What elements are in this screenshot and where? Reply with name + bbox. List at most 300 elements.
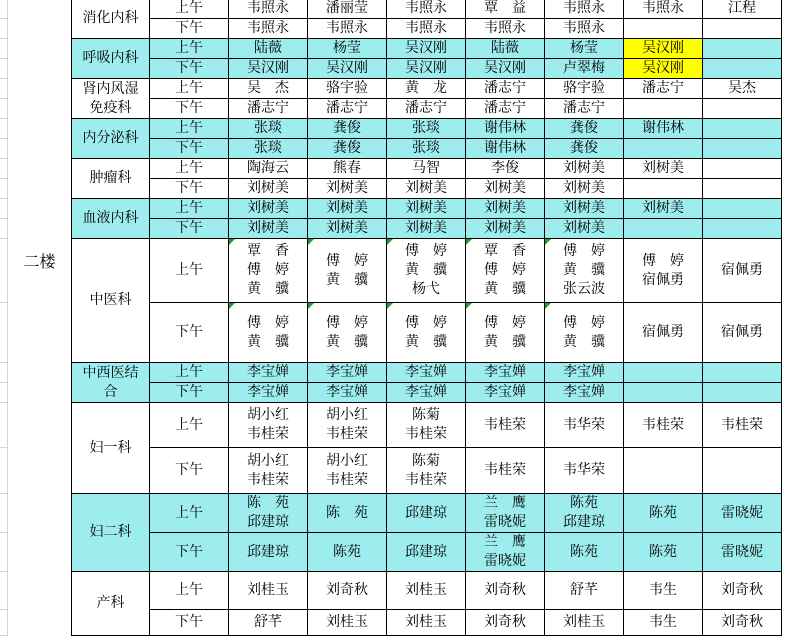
doctor-name: 吴汉刚 — [326, 60, 368, 76]
session-label: 下午 — [175, 384, 203, 400]
schedule-cell[interactable] — [387, 494, 466, 533]
doctor-name: 刘奇秋 — [484, 614, 526, 630]
schedule-cell[interactable] — [229, 494, 308, 533]
schedule-cell[interactable] — [624, 119, 703, 139]
schedule-cell[interactable] — [387, 0, 466, 19]
schedule-cell[interactable] — [624, 19, 703, 39]
schedule-cell[interactable] — [466, 79, 545, 99]
schedule-cell[interactable] — [229, 533, 308, 572]
doctor-name: 黄 骥 — [247, 333, 289, 350]
schedule-cell[interactable] — [229, 159, 308, 179]
session-cell[interactable] — [150, 99, 229, 119]
doctor-name: 韦桂荣 — [326, 426, 368, 442]
schedule-cell[interactable] — [703, 179, 782, 199]
schedule-cell[interactable] — [703, 448, 782, 494]
schedule-cell[interactable] — [703, 610, 782, 636]
session-cell[interactable] — [150, 494, 229, 533]
doctor-name: 刘树美 — [405, 200, 447, 216]
schedule-cell[interactable] — [387, 139, 466, 159]
schedule-cell[interactable] — [624, 219, 703, 239]
schedule-cell[interactable] — [545, 39, 624, 59]
schedule-cell[interactable] — [703, 19, 782, 39]
doctor-name: 龚俊 — [333, 120, 361, 136]
doctor-name: 胡小红 — [326, 452, 368, 469]
session-cell[interactable] — [150, 139, 229, 159]
schedule-cell[interactable] — [545, 19, 624, 39]
schedule-cell[interactable] — [466, 533, 545, 572]
department-name: 肾内风湿 — [82, 80, 139, 97]
schedule-cell[interactable] — [308, 119, 387, 139]
schedule-cell[interactable] — [387, 59, 466, 79]
schedule-cell[interactable] — [624, 199, 703, 219]
schedule-cell[interactable] — [229, 0, 308, 19]
row-gutter-cell[interactable] — [0, 383, 8, 403]
schedule-cell[interactable] — [545, 139, 624, 159]
row-gutter-cell[interactable] — [0, 39, 8, 59]
department-name: 合 — [103, 383, 118, 400]
doctor-name: 吴 杰 — [247, 80, 289, 96]
doctor-name: 李俊 — [491, 160, 519, 176]
doctor-name: 吴汉刚 — [247, 60, 289, 76]
schedule-cell[interactable] — [466, 219, 545, 239]
doctor-name: 龚俊 — [333, 140, 361, 156]
session-cell[interactable] — [150, 59, 229, 79]
doctor-name: 李宝婵 — [405, 364, 447, 380]
schedule-cell[interactable] — [387, 79, 466, 99]
schedule-cell[interactable] — [308, 199, 387, 219]
schedule-cell[interactable] — [545, 403, 624, 448]
doctor-name: 韦生 — [649, 614, 677, 630]
doctor-name: 刘奇秋 — [721, 614, 763, 630]
schedule-cell[interactable] — [545, 303, 624, 363]
row-gutter-cell[interactable] — [0, 610, 8, 636]
doctor-name: 胡小红 — [247, 452, 289, 469]
schedule-cell[interactable] — [387, 159, 466, 179]
row-gutter-cell[interactable] — [0, 59, 8, 79]
row-gutter-cell[interactable] — [0, 303, 8, 363]
session-cell[interactable] — [150, 119, 229, 139]
doctor-name: 黄 骥 — [405, 333, 447, 350]
row-gutter-cell[interactable] — [0, 139, 8, 159]
doctor-name: 刘奇秋 — [721, 582, 763, 598]
schedule-cell[interactable] — [624, 533, 703, 572]
doctor-name: 邱建琼 — [405, 543, 447, 560]
schedule-cell[interactable] — [308, 0, 387, 19]
schedule-cell[interactable] — [703, 159, 782, 179]
schedule-cell[interactable] — [229, 99, 308, 119]
row-gutter-cell[interactable] — [0, 363, 8, 383]
doctor-name: 陆薇 — [491, 40, 519, 56]
doctor-name: 傅 婷 — [326, 252, 368, 269]
schedule-cell[interactable] — [545, 572, 624, 610]
schedule-cell[interactable] — [624, 59, 703, 79]
doctor-name: 宿佩勇 — [721, 324, 763, 340]
session-cell[interactable] — [150, 199, 229, 219]
row-gutter-cell[interactable] — [0, 572, 8, 610]
doctor-name: 傅 婷 — [405, 314, 447, 331]
schedule-cell[interactable] — [545, 494, 624, 533]
schedule-cell[interactable] — [308, 219, 387, 239]
schedule-cell[interactable] — [229, 239, 308, 303]
session-cell[interactable] — [150, 383, 229, 403]
schedule-cell[interactable] — [308, 363, 387, 383]
department-cell[interactable] — [72, 403, 150, 494]
session-cell[interactable] — [150, 363, 229, 383]
schedule-cell[interactable] — [466, 363, 545, 383]
schedule-cell[interactable] — [545, 119, 624, 139]
schedule-cell[interactable] — [703, 494, 782, 533]
department-name: 呼吸内科 — [82, 50, 139, 66]
session-cell[interactable] — [150, 219, 229, 239]
schedule-cell[interactable] — [466, 383, 545, 403]
department-cell[interactable] — [72, 363, 150, 403]
schedule-cell[interactable] — [703, 303, 782, 363]
department-name: 中医科 — [89, 292, 132, 308]
doctor-name: 熊春 — [333, 160, 361, 176]
schedule-cell[interactable] — [624, 159, 703, 179]
schedule-cell[interactable] — [387, 179, 466, 199]
schedule-cell[interactable] — [229, 79, 308, 99]
schedule-cell[interactable] — [387, 303, 466, 363]
session-cell[interactable] — [150, 159, 229, 179]
schedule-cell[interactable] — [466, 179, 545, 199]
department-name: 血液内科 — [82, 210, 139, 226]
doctor-name: 刘树美 — [247, 180, 289, 196]
doctor-name: 潘志宁 — [484, 80, 526, 96]
row-gutter-cell[interactable] — [0, 79, 8, 99]
schedule-cell[interactable] — [703, 239, 782, 303]
schedule-cell[interactable] — [624, 494, 703, 533]
doctor-name: 傅 婷 — [484, 262, 526, 278]
schedule-cell[interactable] — [229, 59, 308, 79]
schedule-cell[interactable] — [545, 79, 624, 99]
doctor-name: 陈 苑 — [247, 495, 289, 511]
schedule-cell[interactable] — [308, 610, 387, 636]
session-label: 下午 — [175, 140, 203, 156]
schedule-cell[interactable] — [624, 572, 703, 610]
doctor-name: 刘树美 — [326, 220, 368, 236]
schedule-cell[interactable] — [229, 403, 308, 448]
floor-cell[interactable] — [8, 0, 72, 636]
row-gutter-cell[interactable] — [0, 119, 8, 139]
department-name: 免疫科 — [89, 99, 132, 116]
row-gutter-cell[interactable] — [0, 19, 8, 39]
row-gutter-cell[interactable] — [0, 159, 8, 179]
schedule-cell[interactable] — [703, 199, 782, 219]
error-indicator-icon — [229, 239, 235, 245]
schedule-cell[interactable] — [466, 239, 545, 303]
schedule-cell[interactable] — [466, 303, 545, 363]
schedule-cell[interactable] — [545, 363, 624, 383]
department-name: 肿瘤科 — [89, 170, 132, 186]
schedule-cell[interactable] — [624, 179, 703, 199]
schedule-cell[interactable] — [703, 59, 782, 79]
doctor-name: 韦桂荣 — [326, 471, 368, 488]
department-cell[interactable] — [72, 79, 150, 119]
session-cell[interactable] — [150, 19, 229, 39]
schedule-cell[interactable] — [308, 533, 387, 572]
session-cell[interactable] — [150, 448, 229, 494]
schedule-cell[interactable] — [229, 139, 308, 159]
schedule-cell[interactable] — [387, 403, 466, 448]
schedule-cell[interactable] — [703, 139, 782, 159]
schedule-cell[interactable] — [387, 383, 466, 403]
doctor-name: 刘奇秋 — [484, 582, 526, 598]
doctor-name: 傅 婷 — [563, 243, 605, 259]
department-name: 消化内科 — [82, 10, 139, 26]
schedule-cell[interactable] — [624, 610, 703, 636]
doctor-name: 李宝婵 — [484, 384, 526, 400]
schedule-cell[interactable] — [624, 239, 703, 303]
session-cell[interactable] — [150, 533, 229, 572]
schedule-cell[interactable] — [308, 159, 387, 179]
schedule-cell[interactable] — [387, 363, 466, 383]
doctor-name: 陈苑 — [570, 543, 598, 560]
doctor-name: 傅 婷 — [326, 314, 368, 331]
schedule-cell[interactable] — [387, 99, 466, 119]
schedule-cell[interactable] — [308, 403, 387, 448]
schedule-cell[interactable] — [466, 59, 545, 79]
schedule-cell[interactable] — [703, 533, 782, 572]
schedule-cell[interactable] — [624, 303, 703, 363]
schedule-cell[interactable] — [308, 39, 387, 59]
schedule-cell[interactable] — [308, 383, 387, 403]
schedule-cell[interactable] — [466, 39, 545, 59]
doctor-name: 韦桂荣 — [247, 471, 289, 488]
schedule-cell[interactable] — [308, 448, 387, 494]
schedule-cell[interactable] — [703, 79, 782, 99]
schedule-cell[interactable] — [703, 572, 782, 610]
schedule-cell[interactable] — [387, 448, 466, 494]
row-gutter-cell[interactable] — [0, 199, 8, 219]
schedule-cell[interactable] — [545, 239, 624, 303]
department-name: 妇二科 — [89, 524, 132, 540]
schedule-cell[interactable] — [387, 119, 466, 139]
department-cell[interactable] — [72, 494, 150, 572]
schedule-cell[interactable] — [466, 199, 545, 219]
department-cell[interactable] — [72, 0, 150, 39]
schedule-cell[interactable] — [308, 572, 387, 610]
row-gutter-cell[interactable] — [0, 533, 8, 572]
schedule-cell[interactable] — [703, 403, 782, 448]
doctor-name: 潘志宁 — [563, 100, 605, 116]
schedule-cell[interactable] — [703, 383, 782, 403]
schedule-cell[interactable] — [308, 303, 387, 363]
schedule-cell[interactable] — [545, 533, 624, 572]
doctor-name: 刘树美 — [405, 180, 447, 196]
schedule-cell[interactable] — [624, 383, 703, 403]
schedule-cell[interactable] — [545, 179, 624, 199]
session-cell[interactable] — [150, 572, 229, 610]
row-gutter-cell[interactable] — [0, 219, 8, 239]
schedule-cell[interactable] — [624, 99, 703, 119]
session-label: 下午 — [175, 543, 203, 560]
schedule-cell[interactable] — [545, 610, 624, 636]
schedule-cell[interactable] — [387, 199, 466, 219]
session-label: 下午 — [175, 60, 203, 76]
schedule-cell[interactable] — [229, 383, 308, 403]
schedule-cell[interactable] — [545, 383, 624, 403]
schedule-cell[interactable] — [703, 39, 782, 59]
department-cell[interactable] — [72, 159, 150, 199]
doctor-name: 吴汉刚 — [405, 60, 447, 76]
session-cell[interactable] — [150, 303, 229, 363]
schedule-cell[interactable] — [703, 99, 782, 119]
doctor-name: 刘树美 — [642, 160, 684, 176]
doctor-name: 傅 婷 — [247, 314, 289, 331]
schedule-cell[interactable] — [466, 572, 545, 610]
schedule-cell[interactable] — [229, 303, 308, 363]
schedule-cell[interactable] — [466, 99, 545, 119]
schedule-cell[interactable] — [545, 448, 624, 494]
doctor-name: 李宝婵 — [405, 384, 447, 400]
schedule-cell[interactable] — [703, 219, 782, 239]
schedule-cell[interactable] — [387, 610, 466, 636]
doctor-name: 兰 鹰 — [484, 534, 526, 550]
schedule-cell[interactable] — [387, 219, 466, 239]
schedule-cell[interactable] — [703, 119, 782, 139]
session-cell[interactable] — [150, 239, 229, 303]
doctor-name: 邱建琼 — [247, 514, 289, 530]
doctor-name: 傅 婷 — [563, 314, 605, 331]
schedule-cell[interactable] — [229, 199, 308, 219]
schedule-cell[interactable] — [229, 19, 308, 39]
doctor-name: 宿佩勇 — [642, 271, 684, 288]
doctor-name: 刘树美 — [642, 200, 684, 216]
schedule-cell[interactable] — [545, 0, 624, 19]
schedule-cell[interactable] — [308, 239, 387, 303]
doctor-name: 吴汉刚 — [642, 60, 684, 76]
session-cell[interactable] — [150, 79, 229, 99]
schedule-cell[interactable] — [308, 19, 387, 39]
schedule-cell[interactable] — [308, 79, 387, 99]
department-cell[interactable] — [72, 199, 150, 239]
schedule-cell[interactable] — [624, 139, 703, 159]
doctor-name: 李宝婵 — [326, 384, 368, 400]
schedule-cell[interactable] — [545, 199, 624, 219]
schedule-cell[interactable] — [229, 363, 308, 383]
doctor-name: 马智 — [412, 160, 440, 176]
session-cell[interactable] — [150, 179, 229, 199]
schedule-cell[interactable] — [387, 239, 466, 303]
doctor-name: 韦照永 — [484, 20, 526, 36]
schedule-cell[interactable] — [624, 448, 703, 494]
doctor-name: 韦照永 — [405, 20, 447, 36]
schedule-cell[interactable] — [229, 610, 308, 636]
schedule-cell[interactable] — [545, 219, 624, 239]
department-cell[interactable] — [72, 119, 150, 159]
doctor-name: 雷晓妮 — [721, 543, 763, 560]
schedule-cell[interactable] — [466, 403, 545, 448]
schedule-cell[interactable] — [466, 494, 545, 533]
schedule-cell[interactable] — [308, 179, 387, 199]
schedule-cell[interactable] — [703, 0, 782, 19]
doctor-name: 骆宇验 — [326, 80, 368, 96]
session-label: 下午 — [175, 614, 203, 630]
schedule-cell[interactable] — [545, 99, 624, 119]
schedule-cell[interactable] — [308, 494, 387, 533]
row-gutter-cell[interactable] — [0, 403, 8, 448]
schedule-cell[interactable] — [229, 448, 308, 494]
schedule-cell[interactable] — [545, 59, 624, 79]
doctor-name: 杨弋 — [412, 281, 440, 297]
schedule-cell[interactable] — [229, 119, 308, 139]
department-cell[interactable] — [72, 572, 150, 636]
doctor-name: 韦照永 — [326, 20, 368, 36]
doctor-name: 陈菊 — [412, 452, 440, 469]
schedule-cell[interactable] — [624, 403, 703, 448]
schedule-cell[interactable] — [229, 179, 308, 199]
schedule-cell[interactable] — [466, 159, 545, 179]
error-indicator-icon — [229, 303, 235, 309]
department-cell[interactable] — [72, 39, 150, 79]
schedule-cell[interactable] — [466, 0, 545, 19]
schedule-cell[interactable] — [466, 139, 545, 159]
doctor-name: 韦桂荣 — [405, 426, 447, 442]
row-gutter-cell[interactable] — [0, 179, 8, 199]
doctor-name: 潘志宁 — [484, 100, 526, 116]
doctor-name: 江程 — [728, 0, 756, 16]
schedule-cell[interactable] — [624, 363, 703, 383]
session-cell[interactable] — [150, 403, 229, 448]
schedule-cell[interactable] — [545, 159, 624, 179]
row-gutter-cell[interactable] — [0, 448, 8, 494]
session-cell[interactable] — [150, 0, 229, 19]
schedule-cell[interactable] — [466, 448, 545, 494]
schedule-cell[interactable] — [229, 39, 308, 59]
session-label: 上午 — [175, 80, 203, 96]
doctor-name: 杨莹 — [333, 40, 361, 56]
schedule-cell[interactable] — [624, 0, 703, 19]
row-gutter-cell[interactable] — [0, 494, 8, 533]
schedule-cell[interactable] — [229, 572, 308, 610]
error-indicator-icon — [308, 303, 314, 309]
session-label: 上午 — [175, 120, 203, 136]
doctor-name: 刘树美 — [484, 200, 526, 216]
row-gutter-cell[interactable] — [0, 0, 8, 19]
schedule-cell[interactable] — [387, 39, 466, 59]
department-cell[interactable] — [72, 239, 150, 363]
schedule-cell[interactable] — [308, 59, 387, 79]
doctor-name: 覃 香 — [247, 243, 289, 259]
schedule-cell[interactable] — [624, 79, 703, 99]
session-cell[interactable] — [150, 610, 229, 636]
session-cell[interactable] — [150, 39, 229, 59]
row-gutter-cell[interactable] — [0, 239, 8, 303]
schedule-cell[interactable] — [308, 139, 387, 159]
schedule-cell[interactable] — [624, 39, 703, 59]
schedule-cell[interactable] — [466, 19, 545, 39]
schedule-cell[interactable] — [229, 219, 308, 239]
schedule-cell[interactable] — [387, 572, 466, 610]
schedule-cell[interactable] — [466, 119, 545, 139]
doctor-name: 刘树美 — [247, 200, 289, 216]
doctor-name: 张琰 — [412, 140, 440, 156]
doctor-name: 陶海云 — [247, 160, 289, 176]
doctor-name: 陈苑 — [333, 543, 361, 560]
doctor-name: 宿佩勇 — [642, 324, 684, 340]
doctor-name: 傅 婷 — [247, 262, 289, 278]
row-gutter-cell[interactable] — [0, 99, 8, 119]
doctor-name: 邱建琼 — [405, 504, 447, 521]
schedule-cell[interactable] — [308, 99, 387, 119]
schedule-cell[interactable] — [466, 610, 545, 636]
schedule-cell[interactable] — [387, 533, 466, 572]
session-label: 下午 — [175, 180, 203, 196]
doctor-name: 雷晓妮 — [721, 504, 763, 521]
schedule-cell[interactable] — [387, 19, 466, 39]
schedule-cell[interactable] — [703, 363, 782, 383]
